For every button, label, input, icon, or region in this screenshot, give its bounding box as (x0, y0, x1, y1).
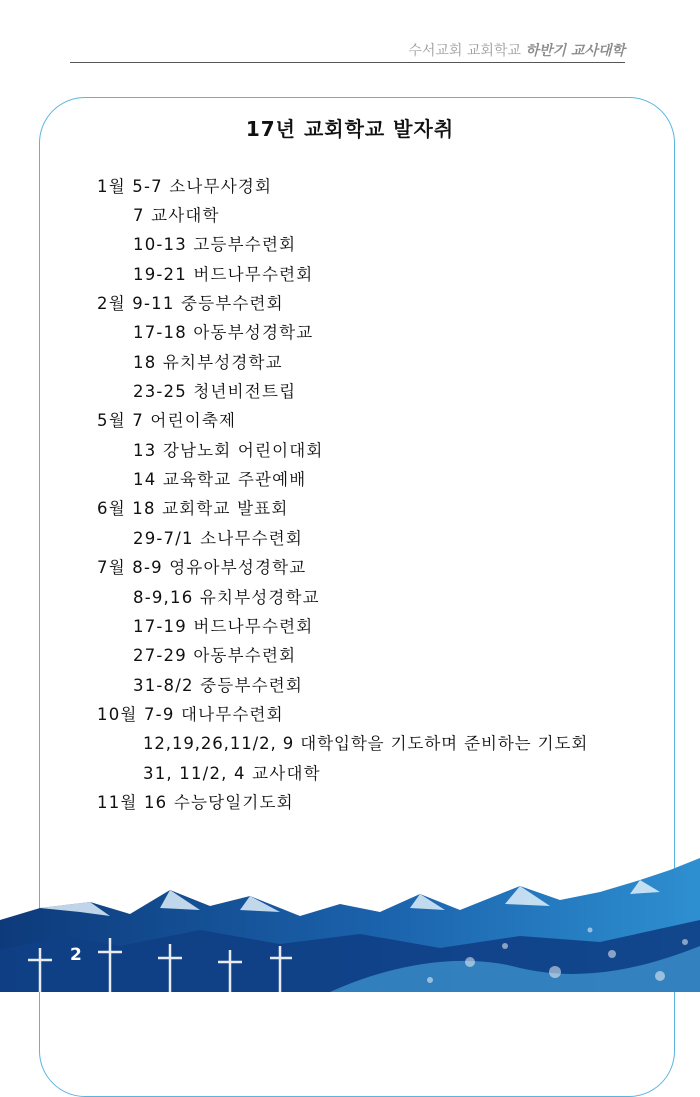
schedule-item: 19-21 버드나무수련회 (133, 265, 314, 284)
schedule-item: 10-13 고등부수련회 (133, 235, 297, 254)
schedule-item: 7 교사대학 (133, 206, 220, 225)
schedule-item: 23-25 청년비전트립 (133, 382, 297, 401)
header-church-name: 수서교회 교회학교 (408, 43, 521, 59)
schedule-item: 8-9,16 유치부성경학교 (133, 588, 320, 607)
schedule-item: 31, 11/2, 4 교사대학 (143, 764, 321, 783)
schedule-item: 17-19 버드나무수련회 (133, 617, 314, 636)
page-header (70, 40, 625, 63)
page-number: 2 (70, 945, 82, 965)
schedule-item: 11월 16 수능당일기도회 (97, 793, 294, 812)
schedule-item: 1월 5-7 소나무사경회 (97, 177, 273, 196)
schedule-item: 27-29 아동부수련회 (133, 646, 297, 665)
schedule-item: 17-18 아동부성경학교 (133, 323, 314, 342)
schedule-item: 10월 7-9 대나무수련회 (97, 705, 284, 724)
schedule-item: 31-8/2 중등부수련회 (133, 676, 303, 695)
schedule-item: 7월 8-9 영유아부성경학교 (97, 558, 307, 577)
schedule-item: 18 유치부성경학교 (133, 353, 283, 372)
schedule-item: 14 교육학교 주관예배 (133, 470, 307, 489)
schedule-item: 6월 18 교회학교 발표회 (97, 499, 289, 518)
header-section-title: 하반기 교사대학 (525, 43, 625, 59)
schedule-item: 13 강남노회 어린이대회 (133, 441, 324, 460)
page-title: 17년 교회학교 발자취 (245, 117, 455, 141)
schedule-item: 5월 7 어린이축제 (97, 411, 237, 430)
schedule-item: 29-7/1 소나무수련회 (133, 529, 303, 548)
schedule-item: 12,19,26,11/2, 9 대학입학을 기도하며 준비하는 기도회 (143, 734, 589, 753)
footer-mountain-illustration (0, 850, 700, 992)
schedule-item: 2월 9-11 중등부수련회 (97, 294, 284, 313)
